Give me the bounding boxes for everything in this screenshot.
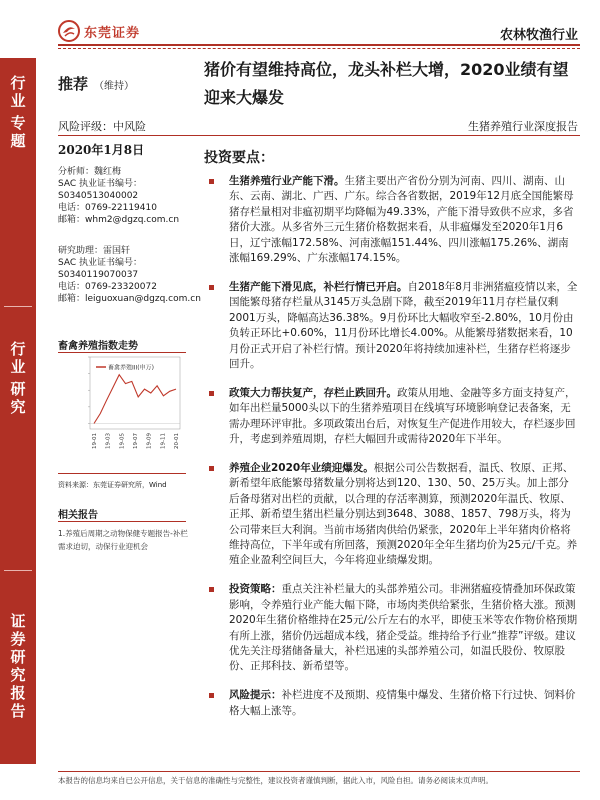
footer-disclaimer: 本报告的信息均来自已公开信息，关于信息的准确性与完整性，建议投资者谨慎判断，据此入市，风险自担。请务必阅读末页声明。 bbox=[58, 776, 493, 785]
research-assistant-block bbox=[58, 245, 208, 305]
chart-heading: 畜禽养殖指数走势 bbox=[58, 341, 138, 352]
title-divider bbox=[58, 135, 580, 136]
sidebar-label-industry-research: 行 业 研 究 bbox=[10, 340, 26, 416]
assistant-sac-number: S0340119070037 bbox=[58, 270, 139, 280]
chart-heading-divider bbox=[58, 352, 186, 353]
sidebar-label-securities-research-report: 证 券 研 究 报 告 bbox=[10, 612, 26, 720]
report-date: 2020年1月8日 bbox=[58, 143, 145, 157]
logo-emblem-icon bbox=[58, 20, 80, 42]
bullet-text: 补栏进度不及预期、疫情集中爆发、生猪价格下行过快、饲料价格大幅上涨等。 bbox=[229, 689, 576, 717]
highlight-bullet bbox=[204, 174, 578, 266]
analyst-email[interactable]: 邮箱：whm2@dgzq.com.cn bbox=[58, 215, 180, 225]
line-chart bbox=[72, 355, 184, 467]
bullet-lead: 投资策略： bbox=[229, 583, 282, 596]
x-tick-label: 20-01 bbox=[174, 433, 180, 449]
assistant-email[interactable]: 邮箱：leiguoxuan@dgzq.com.cn bbox=[58, 294, 201, 304]
x-tick-label: 19-05 bbox=[119, 433, 126, 449]
x-tick-label: 19-07 bbox=[133, 433, 139, 449]
bullet-text: 政策从用地、金融等多方面支持复产，如年出栏量5000头以下的生猪养殖项目在线填写环境影响登记表备案，无需办理环评审批。多项政策出台后，对恢复生产促进作用较大，存栏逐步回升，考虑到养殖周期，存栏大幅回升或需待2020年下半年。 bbox=[229, 386, 576, 446]
sidebar-label-industry-topic: 行 业 专 题 bbox=[10, 74, 26, 150]
x-tick-label: 19-03 bbox=[105, 433, 112, 449]
chart-bottom-divider bbox=[58, 473, 186, 474]
analyst-block bbox=[58, 166, 208, 226]
x-tick-label: 19-01 bbox=[92, 433, 98, 449]
highlight-bullet bbox=[204, 461, 578, 569]
footer-divider bbox=[58, 771, 580, 772]
bullet-text: 重点关注补栏量大的头部养殖公司。非洲猪瘟疫情叠加环保政策影响，令养殖行业产能大幅下降，市场肉类供给紧张，生猪价格大涨。预测2020年生猪价格维持在25元/公斤左右的水平，即使玉米等农作物价格预期有所上涨，猪价仍远超成本线，猪企受益。维持给予行业“推荐”评级。建议优先关注母猪储备量大，补栏迅速的头部养殖公司，如温氏股份、牧原股份、正邦科技、新希望等。 bbox=[229, 583, 578, 673]
related-report-link[interactable]: 1.养殖后周期之动物保健专题报告-补栏需求迫切，动保行业迎机会 bbox=[58, 529, 188, 551]
report-title: 猪价有望维持高位，龙头补栏大增，2020业绩有望迎来大爆发 bbox=[204, 60, 569, 107]
analyst-sac-label: SAC 执业证书编号： bbox=[58, 179, 143, 189]
rating bbox=[58, 73, 134, 94]
chart-source: 资料来源：东莞证券研究所，Wind bbox=[58, 481, 167, 489]
brand-name: 东莞证券 bbox=[84, 25, 141, 41]
report-subtitle: 生猪养殖行业深度报告 bbox=[468, 120, 578, 133]
bullet-lead: 政策大力帮扶复产，存栏止跌回升。 bbox=[229, 386, 397, 399]
index-trend-chart bbox=[72, 355, 184, 471]
related-reports-heading: 相关报告 bbox=[58, 510, 98, 521]
analyst-sac-number: S0340513040002 bbox=[58, 191, 139, 201]
sidebar-divider bbox=[4, 306, 32, 307]
bullet-lead: 生猪养殖行业产能下滑。 bbox=[229, 175, 345, 187]
highlight-bullet bbox=[204, 688, 578, 719]
company-logo bbox=[58, 20, 140, 42]
risk-rating: 风险评级：中风险 bbox=[58, 120, 146, 133]
assistant-sac-label: SAC 执业证书编号： bbox=[58, 258, 143, 268]
x-tick-label: 19-09 bbox=[146, 433, 153, 449]
sidebar-divider bbox=[4, 570, 32, 571]
analyst-phone: 电话：0769-22119410 bbox=[58, 203, 157, 213]
highlights-heading: 投资要点： bbox=[204, 150, 274, 166]
highlight-bullet bbox=[204, 582, 578, 674]
bullet-text: 自2018年8月非洲猪瘟疫情以来，全国能繁母猪存栏量从3145万头急剧下降，截至2019年11月存栏量仅剩2001万头，降幅高达36.38%。9月份环比大幅收窄至-2.80%，10月份由负转正环比+0.60%，11月份环比增长4.00%。从能繁母猪数据来看，10月份正式开启了补栏行情。预计2020年将持续加速补栏，生猪存栏将逐步回升。 bbox=[229, 280, 578, 370]
analyst-name: 分析师：魏红梅 bbox=[58, 167, 122, 177]
highlight-bullet bbox=[204, 386, 578, 448]
industry-label: 农林牧渔行业 bbox=[499, 28, 578, 43]
bullet-lead: 养殖企业2020年业绩迎爆发。 bbox=[229, 462, 374, 474]
highlight-bullet bbox=[204, 280, 578, 372]
bullet-lead: 生猪产能下滑见底，补栏行情已开启。 bbox=[229, 280, 408, 293]
x-tick-label: 19-11 bbox=[160, 433, 167, 449]
rating-value: 推荐 bbox=[58, 75, 89, 93]
bullet-lead: 风险提示： bbox=[229, 689, 282, 702]
related-heading-divider bbox=[58, 521, 186, 522]
legend-label: 畜禽养殖III(申万) bbox=[108, 364, 154, 372]
header-divider-dashed bbox=[58, 48, 580, 49]
header-divider bbox=[58, 44, 580, 46]
highlights-list bbox=[204, 174, 578, 733]
bullet-text: 生猪主要出产省份分别为河南、四川、湖南、山东、云南、湖北、广西、广东。综合各省数据，2019年12月底全国能繁母猪存栏量相对非瘟初期平均降幅为49.33%，产能下滑导致供不应求，多省猪价大涨。从多省外三元生猪价格数据来看，从非瘟爆发至2020年1月6日，辽宁涨幅172.58%、河南涨幅151.44%、四川涨幅175.26%、湖南涨幅169.29%、广东涨幅174.15%。 bbox=[229, 175, 574, 265]
assistant-name: 研究助理：雷国轩 bbox=[58, 246, 131, 256]
rating-note: （维持） bbox=[94, 81, 135, 92]
bullet-text: 根据公司公告数据看，温氏、牧原、正邦、新希望年底能繁母猪数量分别将达到120、130、50、25万头。加上部分后备母猪对出栏的贡献，以合理的存活率测算，预测2020年温氏、牧原、正邦、新希望生猪出栏量分别达到3648、3088、1857、798万头，将为公司带来巨大利润。当前市场猪肉供给仍紧张，2020年上半年猪肉价格将维持高位，下半年或有所回落，预测2020年全年生猪均价为25元/千克。养殖企业盈利空间巨大，今年将迎业绩爆发期。 bbox=[229, 462, 578, 567]
assistant-phone: 电话：0769-23320072 bbox=[58, 282, 157, 292]
